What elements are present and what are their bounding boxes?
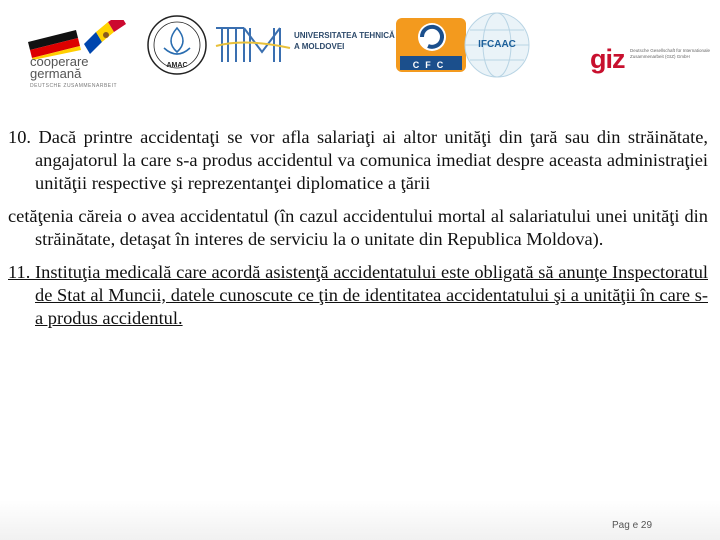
giz-logo xyxy=(590,42,718,78)
coop-line3: DEUTSCHE ZUSAMMENARBEIT xyxy=(30,83,118,89)
coop-line1: cooperare xyxy=(30,54,89,69)
paragraph-11: 11. Instituţia medicală care acordă asistenţă accidentatului este obligată să anunţe Inspectoratul de Stat al Muncii, datele cunoscute ce ţin de identitatea accidentatului şi a unităţii în care s-a produs accidentul. xyxy=(8,262,708,328)
giz-subtitle: Deutsche Gesellschaft für Internationale Zusammenarbeit (GIZ) GmbH xyxy=(630,48,711,59)
cfc-logo xyxy=(392,12,470,76)
ifcaac-label: IFCAAC xyxy=(478,39,516,50)
header-logos xyxy=(0,0,720,100)
utm-logo xyxy=(214,22,395,66)
giz-word: giz xyxy=(590,44,625,74)
document-body xyxy=(8,126,708,340)
amac-emblem-icon xyxy=(146,14,208,76)
utm-monogram-icon xyxy=(214,22,294,66)
coop-line2: germană xyxy=(30,66,82,81)
ifcaac-logo xyxy=(462,10,532,80)
page-number: Pag e 29 xyxy=(612,520,653,531)
amac-label: AMAC xyxy=(166,62,188,69)
paragraph-10-continued: cetăţenia căreia o avea accidentatul (în cazul accidentului mortal al salariatului unei unităţi din străinătate, detaşat în interes de serviciu la o unitate din Republica Moldova). xyxy=(8,206,708,249)
cooperare-germana-logo xyxy=(26,20,138,92)
utm-line2: A MOLDOVEI xyxy=(294,42,345,51)
cfc-label: CFC xyxy=(412,60,450,70)
utm-line1: UNIVERSITATEA TEHNICĂ xyxy=(294,31,395,40)
paragraph-10: 10. Dacă printre accidentaţi se vor afla salariaţi ai altor unităţi din ţară sau din străinătate, angajatorul la care s-a produs accidentul va comunica imediat despre aceasta administraţiei unităţii respective şi reprezentanţei diplomatice a ţării xyxy=(8,127,708,193)
amac-logo xyxy=(146,14,208,76)
